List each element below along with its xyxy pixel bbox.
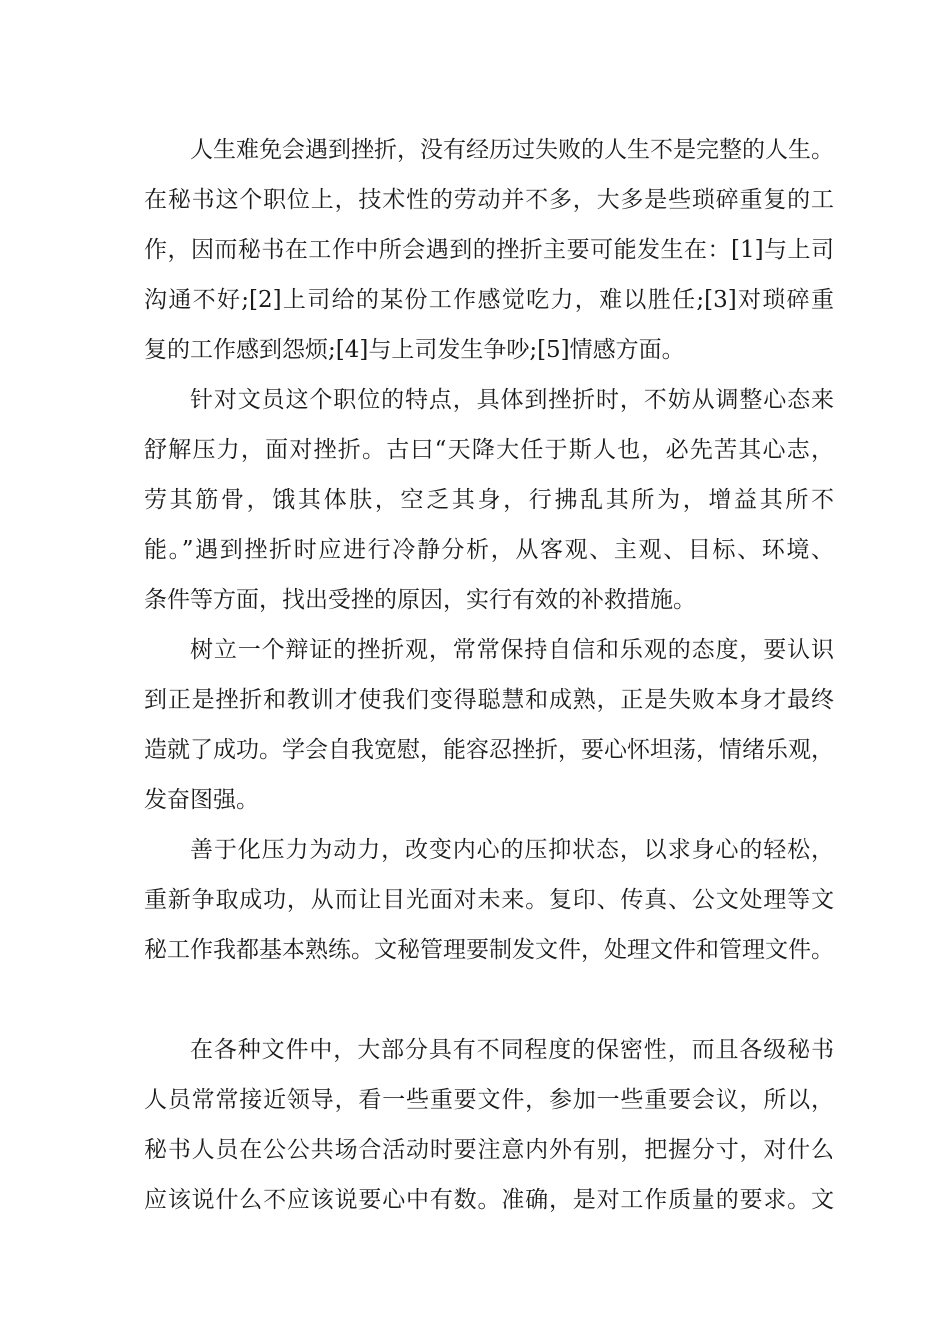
paragraph-line: 发奋图强。	[144, 787, 259, 813]
paragraph-line: 秘工作我都基本熟练。文秘管理要制发文件，处理文件和管理文件。	[144, 937, 834, 963]
paragraph-line: 劳其筋骨，饿其体肤，空乏其身，行拂乱其所为，增益其所不	[144, 487, 834, 513]
paragraph-line: 条件等方面，找出受挫的原因，实行有效的补救措施。	[144, 587, 696, 613]
paragraph-line: 针对文员这个职位的特点，具体到挫折时，不妨从调整心态来	[190, 387, 834, 413]
paragraph-line: 人生难免会遇到挫折，没有经历过失败的人生不是完整的人生。	[190, 137, 834, 163]
paragraph-line: 秘书人员在公公共场合活动时要注意内外有别，把握分寸，对什么	[144, 1137, 834, 1163]
paragraph-line: 应该说什么不应该说要心中有数。准确，是对工作质量的要求。文	[144, 1187, 834, 1213]
paragraph-line: 到正是挫折和教训才使我们变得聪慧和成熟，正是失败本身才最终	[144, 687, 834, 713]
paragraph-line: 树立一个辩证的挫折观，常常保持自信和乐观的态度，要认识	[190, 637, 834, 663]
paragraph-line: 在秘书这个职位上，技术性的劳动并不多，大多是些琐碎重复的工	[144, 187, 834, 213]
paragraph-line: 沟通不好;[2]上司给的某份工作感觉吃力，难以胜任;[3]对琐碎重	[144, 287, 834, 313]
paragraph-line: 造就了成功。学会自我宽慰，能容忍挫折，要心怀坦荡，情绪乐观，	[144, 737, 834, 763]
paragraph-line: 能。”遇到挫折时应进行冷静分析，从客观、主观、目标、环境、	[144, 537, 834, 563]
paragraph-line: 重新争取成功，从而让目光面对未来。复印、传真、公文处理等文	[144, 887, 834, 913]
paragraph-line: 作，因而秘书在工作中所会遇到的挫折主要可能发生在：[1]与上司	[144, 237, 834, 263]
paragraph-line: 复的工作感到怨烦;[4]与上司发生争吵;[5]情感方面。	[144, 337, 685, 363]
paragraph-line: 舒解压力，面对挫折。古曰“天降大任于斯人也，必先苦其心志，	[144, 437, 834, 463]
paragraph-line: 在各种文件中，大部分具有不同程度的保密性，而且各级秘书	[190, 1037, 834, 1063]
paragraph-line: 人员常常接近领导，看一些重要文件，参加一些重要会议，所以，	[144, 1087, 834, 1113]
paragraph-line: 善于化压力为动力，改变内心的压抑状态，以求身心的轻松，	[190, 837, 834, 863]
